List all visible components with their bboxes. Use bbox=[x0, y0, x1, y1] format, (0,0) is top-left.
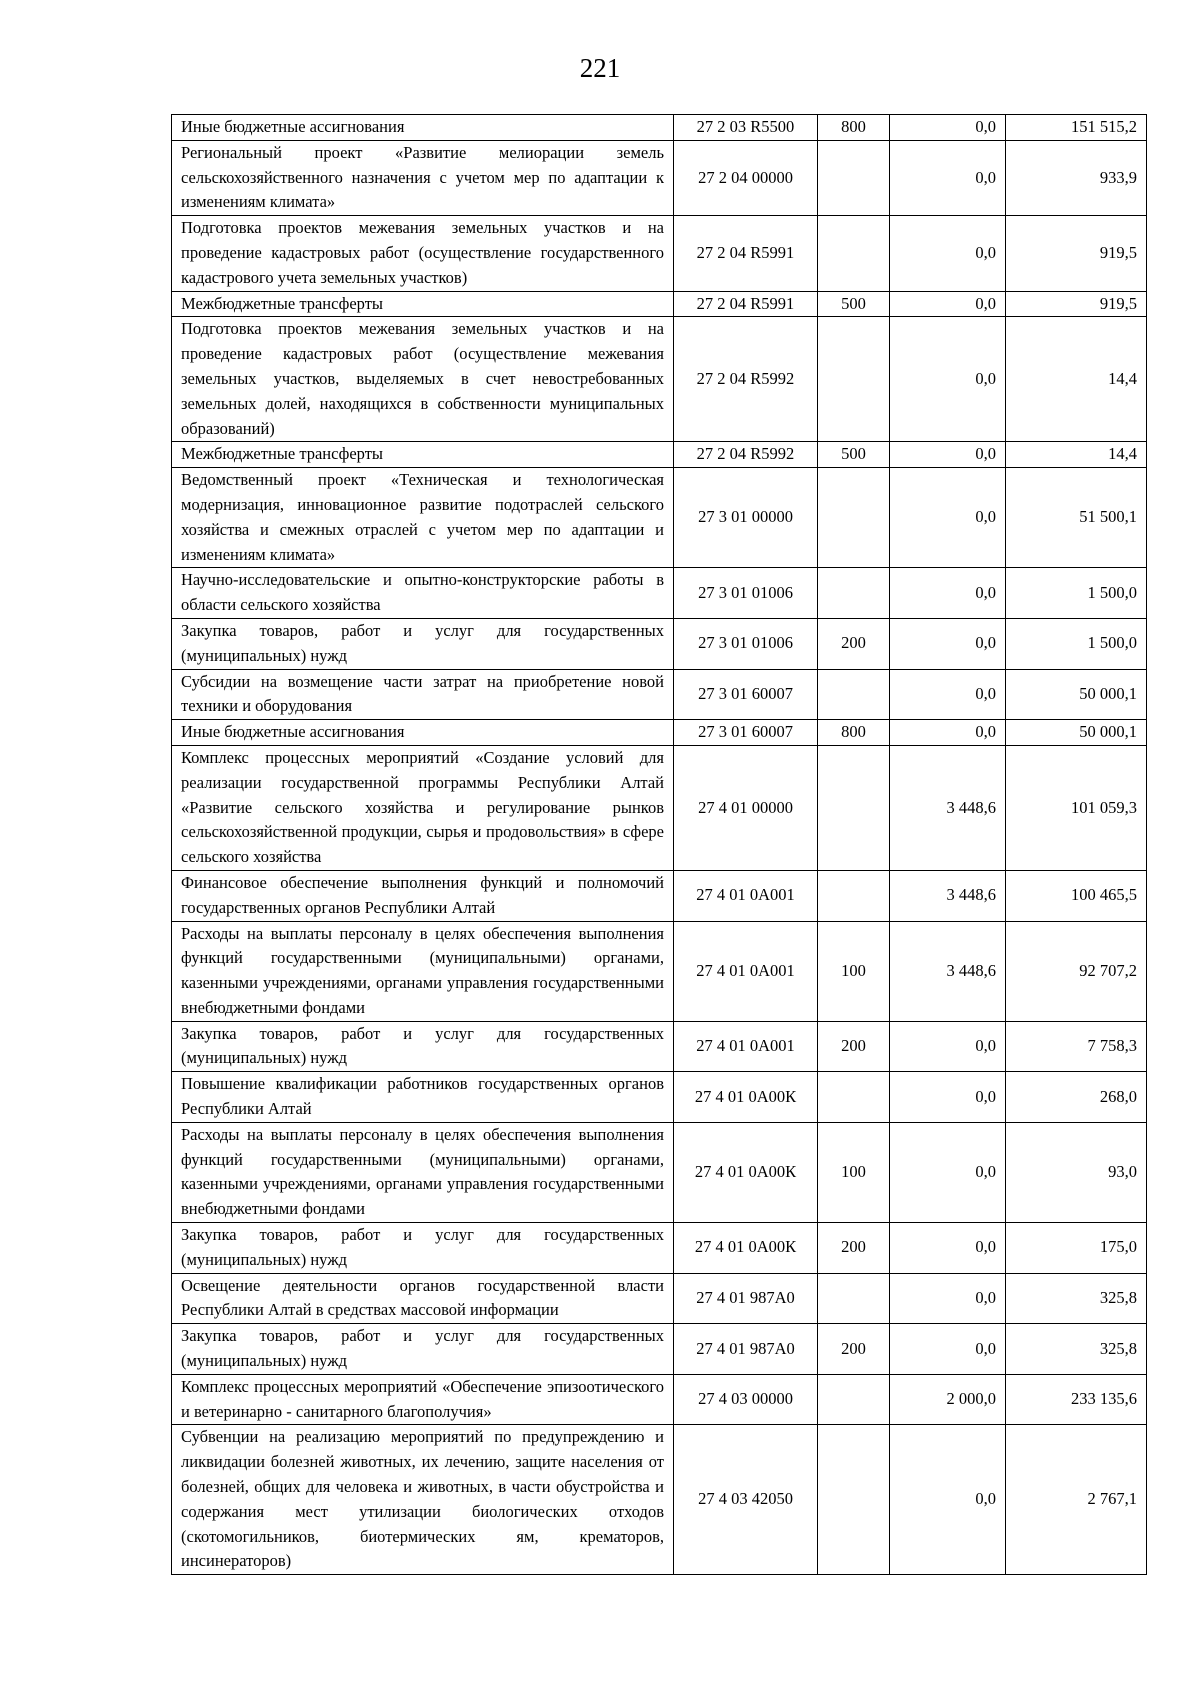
row-code-cell: 27 4 01 0А00К bbox=[674, 1072, 818, 1123]
row-value-1-cell: 0,0 bbox=[890, 720, 1006, 746]
table-row bbox=[172, 1425, 1147, 1575]
row-name-cell: Закупка товаров, работ и услуг для государственных (муниципальных) нужд bbox=[172, 1223, 674, 1274]
row-code-cell: 27 3 01 60007 bbox=[674, 720, 818, 746]
row-value-1-cell: 3 448,6 bbox=[890, 745, 1006, 870]
budget-table bbox=[171, 114, 1147, 1575]
row-type-cell: 200 bbox=[818, 1021, 890, 1072]
row-code-cell: 27 2 03 R5500 bbox=[674, 115, 818, 141]
row-value-2-cell: 51 500,1 bbox=[1006, 468, 1147, 568]
row-value-2-cell: 233 135,6 bbox=[1006, 1374, 1147, 1425]
row-name-cell: Межбюджетные трансферты bbox=[172, 291, 674, 317]
row-code-cell: 27 2 04 00000 bbox=[674, 140, 818, 215]
row-value-1-cell: 0,0 bbox=[890, 618, 1006, 669]
row-value-1-cell: 0,0 bbox=[890, 468, 1006, 568]
row-type-cell: 200 bbox=[818, 1324, 890, 1375]
row-type-cell: 800 bbox=[818, 720, 890, 746]
row-value-1-cell: 0,0 bbox=[890, 442, 1006, 468]
table-row bbox=[172, 216, 1147, 291]
row-code-cell: 27 4 03 00000 bbox=[674, 1374, 818, 1425]
row-value-1-cell: 0,0 bbox=[890, 568, 1006, 619]
row-value-1-cell: 0,0 bbox=[890, 1021, 1006, 1072]
row-code-cell: 27 4 01 0А001 bbox=[674, 1021, 818, 1072]
row-value-2-cell: 1 500,0 bbox=[1006, 568, 1147, 619]
table-row bbox=[172, 442, 1147, 468]
row-type-cell: 500 bbox=[818, 442, 890, 468]
row-code-cell: 27 3 01 01006 bbox=[674, 568, 818, 619]
table-row bbox=[172, 618, 1147, 669]
row-value-2-cell: 919,5 bbox=[1006, 216, 1147, 291]
row-value-1-cell: 2 000,0 bbox=[890, 1374, 1006, 1425]
row-name-cell: Подготовка проектов межевания земельных участков и на проведение кадастровых работ (осуществление межевания земельных участков, выделяемых в счет невостребованных земельных долей, находящихся в собственности муниципальных образований) bbox=[172, 317, 674, 442]
row-name-cell: Закупка товаров, работ и услуг для государственных (муниципальных) нужд bbox=[172, 1324, 674, 1375]
row-value-1-cell: 3 448,6 bbox=[890, 870, 1006, 921]
row-value-1-cell: 0,0 bbox=[890, 1273, 1006, 1324]
row-value-2-cell: 175,0 bbox=[1006, 1223, 1147, 1274]
row-code-cell: 27 3 01 01006 bbox=[674, 618, 818, 669]
table-row bbox=[172, 115, 1147, 141]
row-name-cell: Расходы на выплаты персоналу в целях обеспечения выполнения функций государственными (муниципальными) органами, казенными учреждениями, органами управления государственными внебюджетными фондами bbox=[172, 1122, 674, 1222]
row-name-cell: Иные бюджетные ассигнования bbox=[172, 720, 674, 746]
row-code-cell: 27 4 03 42050 bbox=[674, 1425, 818, 1575]
page-number: 221 bbox=[579, 53, 621, 83]
row-type-cell bbox=[818, 216, 890, 291]
row-value-2-cell: 101 059,3 bbox=[1006, 745, 1147, 870]
row-value-2-cell: 151 515,2 bbox=[1006, 115, 1147, 141]
table-row bbox=[172, 870, 1147, 921]
row-type-cell bbox=[818, 669, 890, 720]
table-row bbox=[172, 1273, 1147, 1324]
row-type-cell: 200 bbox=[818, 618, 890, 669]
row-code-cell: 27 2 04 R5992 bbox=[674, 317, 818, 442]
row-type-cell bbox=[818, 745, 890, 870]
row-value-2-cell: 325,8 bbox=[1006, 1324, 1147, 1375]
row-value-1-cell: 0,0 bbox=[890, 1072, 1006, 1123]
row-name-cell: Субсидии на возмещение части затрат на приобретение новой техники и оборудования bbox=[172, 669, 674, 720]
row-type-cell bbox=[818, 870, 890, 921]
row-name-cell: Иные бюджетные ассигнования bbox=[172, 115, 674, 141]
row-value-1-cell: 0,0 bbox=[890, 317, 1006, 442]
row-name-cell: Финансовое обеспечение выполнения функций и полномочий государственных органов Республики Алтай bbox=[172, 870, 674, 921]
row-type-cell bbox=[818, 568, 890, 619]
row-value-2-cell: 325,8 bbox=[1006, 1273, 1147, 1324]
row-code-cell: 27 3 01 00000 bbox=[674, 468, 818, 568]
row-code-cell: 27 4 01 987А0 bbox=[674, 1324, 818, 1375]
row-value-1-cell: 0,0 bbox=[890, 1223, 1006, 1274]
row-value-2-cell: 933,9 bbox=[1006, 140, 1147, 215]
budget-table-body bbox=[172, 115, 1147, 1575]
row-value-2-cell: 100 465,5 bbox=[1006, 870, 1147, 921]
row-value-1-cell: 0,0 bbox=[890, 1122, 1006, 1222]
row-code-cell: 27 4 01 0А001 bbox=[674, 870, 818, 921]
table-row bbox=[172, 468, 1147, 568]
row-type-cell: 100 bbox=[818, 921, 890, 1021]
row-code-cell: 27 2 04 R5992 bbox=[674, 442, 818, 468]
row-value-2-cell: 14,4 bbox=[1006, 317, 1147, 442]
table-row bbox=[172, 921, 1147, 1021]
row-code-cell: 27 4 01 00000 bbox=[674, 745, 818, 870]
row-name-cell: Расходы на выплаты персоналу в целях обеспечения выполнения функций государственными (муниципальными) органами, казенными учреждениями, органами управления государственными внебюджетными фондами bbox=[172, 921, 674, 1021]
row-name-cell: Межбюджетные трансферты bbox=[172, 442, 674, 468]
row-code-cell: 27 4 01 0А001 bbox=[674, 921, 818, 1021]
row-name-cell: Повышение квалификации работников государственных органов Республики Алтай bbox=[172, 1072, 674, 1123]
row-value-2-cell: 14,4 bbox=[1006, 442, 1147, 468]
row-name-cell: Ведомственный проект «Техническая и технологическая модернизация, инновационное развитие подотраслей сельского хозяйства и смежных отраслей с учетом мер по адаптации и изменениям климата» bbox=[172, 468, 674, 568]
table-row bbox=[172, 1324, 1147, 1375]
row-code-cell: 27 4 01 987А0 bbox=[674, 1273, 818, 1324]
table-row bbox=[172, 291, 1147, 317]
row-name-cell: Субвенции на реализацию мероприятий по предупреждению и ликвидации болезней животных, их лечению, защите населения от болезней, общих для человека и животных, в части обустройства и содержания мест утилизации биологических отходов (скотомогильников, биотермических ям, крематоров, инсинераторов) bbox=[172, 1425, 674, 1575]
table-row bbox=[172, 720, 1147, 746]
row-value-2-cell: 92 707,2 bbox=[1006, 921, 1147, 1021]
row-value-1-cell: 0,0 bbox=[890, 669, 1006, 720]
table-row bbox=[172, 1072, 1147, 1123]
row-type-cell bbox=[818, 140, 890, 215]
row-value-1-cell: 3 448,6 bbox=[890, 921, 1006, 1021]
row-code-cell: 27 2 04 R5991 bbox=[674, 291, 818, 317]
table-row bbox=[172, 669, 1147, 720]
row-type-cell: 500 bbox=[818, 291, 890, 317]
row-value-2-cell: 268,0 bbox=[1006, 1072, 1147, 1123]
row-value-1-cell: 0,0 bbox=[890, 1425, 1006, 1575]
row-value-2-cell: 2 767,1 bbox=[1006, 1425, 1147, 1575]
row-name-cell: Закупка товаров, работ и услуг для государственных (муниципальных) нужд bbox=[172, 618, 674, 669]
row-type-cell bbox=[818, 1273, 890, 1324]
row-value-1-cell: 0,0 bbox=[890, 216, 1006, 291]
row-value-2-cell: 1 500,0 bbox=[1006, 618, 1147, 669]
row-type-cell bbox=[818, 468, 890, 568]
row-value-2-cell: 50 000,1 bbox=[1006, 720, 1147, 746]
row-type-cell: 100 bbox=[818, 1122, 890, 1222]
row-code-cell: 27 3 01 60007 bbox=[674, 669, 818, 720]
row-value-1-cell: 0,0 bbox=[890, 291, 1006, 317]
row-name-cell: Освещение деятельности органов государственной власти Республики Алтай в средствах массовой информации bbox=[172, 1273, 674, 1324]
row-name-cell: Региональный проект «Развитие мелиорации земель сельскохозяйственного назначения с учетом мер по адаптации к изменениям климата» bbox=[172, 140, 674, 215]
table-row bbox=[172, 317, 1147, 442]
row-code-cell: 27 4 01 0А00К bbox=[674, 1223, 818, 1274]
table-row bbox=[172, 1374, 1147, 1425]
row-value-2-cell: 7 758,3 bbox=[1006, 1021, 1147, 1072]
table-row bbox=[172, 1021, 1147, 1072]
table-row bbox=[172, 1223, 1147, 1274]
row-value-2-cell: 50 000,1 bbox=[1006, 669, 1147, 720]
row-value-1-cell: 0,0 bbox=[890, 140, 1006, 215]
row-value-2-cell: 93,0 bbox=[1006, 1122, 1147, 1222]
table-row bbox=[172, 140, 1147, 215]
row-name-cell: Подготовка проектов межевания земельных участков и на проведение кадастровых работ (осуществление государственного кадастрового учета земельных участков) bbox=[172, 216, 674, 291]
row-name-cell: Закупка товаров, работ и услуг для государственных (муниципальных) нужд bbox=[172, 1021, 674, 1072]
row-type-cell bbox=[818, 1072, 890, 1123]
row-type-cell bbox=[818, 1425, 890, 1575]
row-type-cell: 200 bbox=[818, 1223, 890, 1274]
table-row bbox=[172, 745, 1147, 870]
row-type-cell bbox=[818, 317, 890, 442]
row-code-cell: 27 4 01 0А00К bbox=[674, 1122, 818, 1222]
row-value-1-cell: 0,0 bbox=[890, 115, 1006, 141]
row-name-cell: Комплекс процессных мероприятий «Обеспечение эпизоотического и ветеринарно - санитарного благополучия» bbox=[172, 1374, 674, 1425]
row-type-cell: 800 bbox=[818, 115, 890, 141]
table-row bbox=[172, 1122, 1147, 1222]
row-type-cell bbox=[818, 1374, 890, 1425]
row-value-2-cell: 919,5 bbox=[1006, 291, 1147, 317]
table-row bbox=[172, 568, 1147, 619]
row-value-1-cell: 0,0 bbox=[890, 1324, 1006, 1375]
row-name-cell: Комплекс процессных мероприятий «Создание условий для реализации государственной программы Республики Алтай «Развитие сельского хозяйства и регулирование рынков сельскохозяйственной продукции, сырья и продовольствия» в сфере сельского хозяйства bbox=[172, 745, 674, 870]
row-name-cell: Научно-исследовательские и опытно-конструкторские работы в области сельского хозяйства bbox=[172, 568, 674, 619]
row-code-cell: 27 2 04 R5991 bbox=[674, 216, 818, 291]
